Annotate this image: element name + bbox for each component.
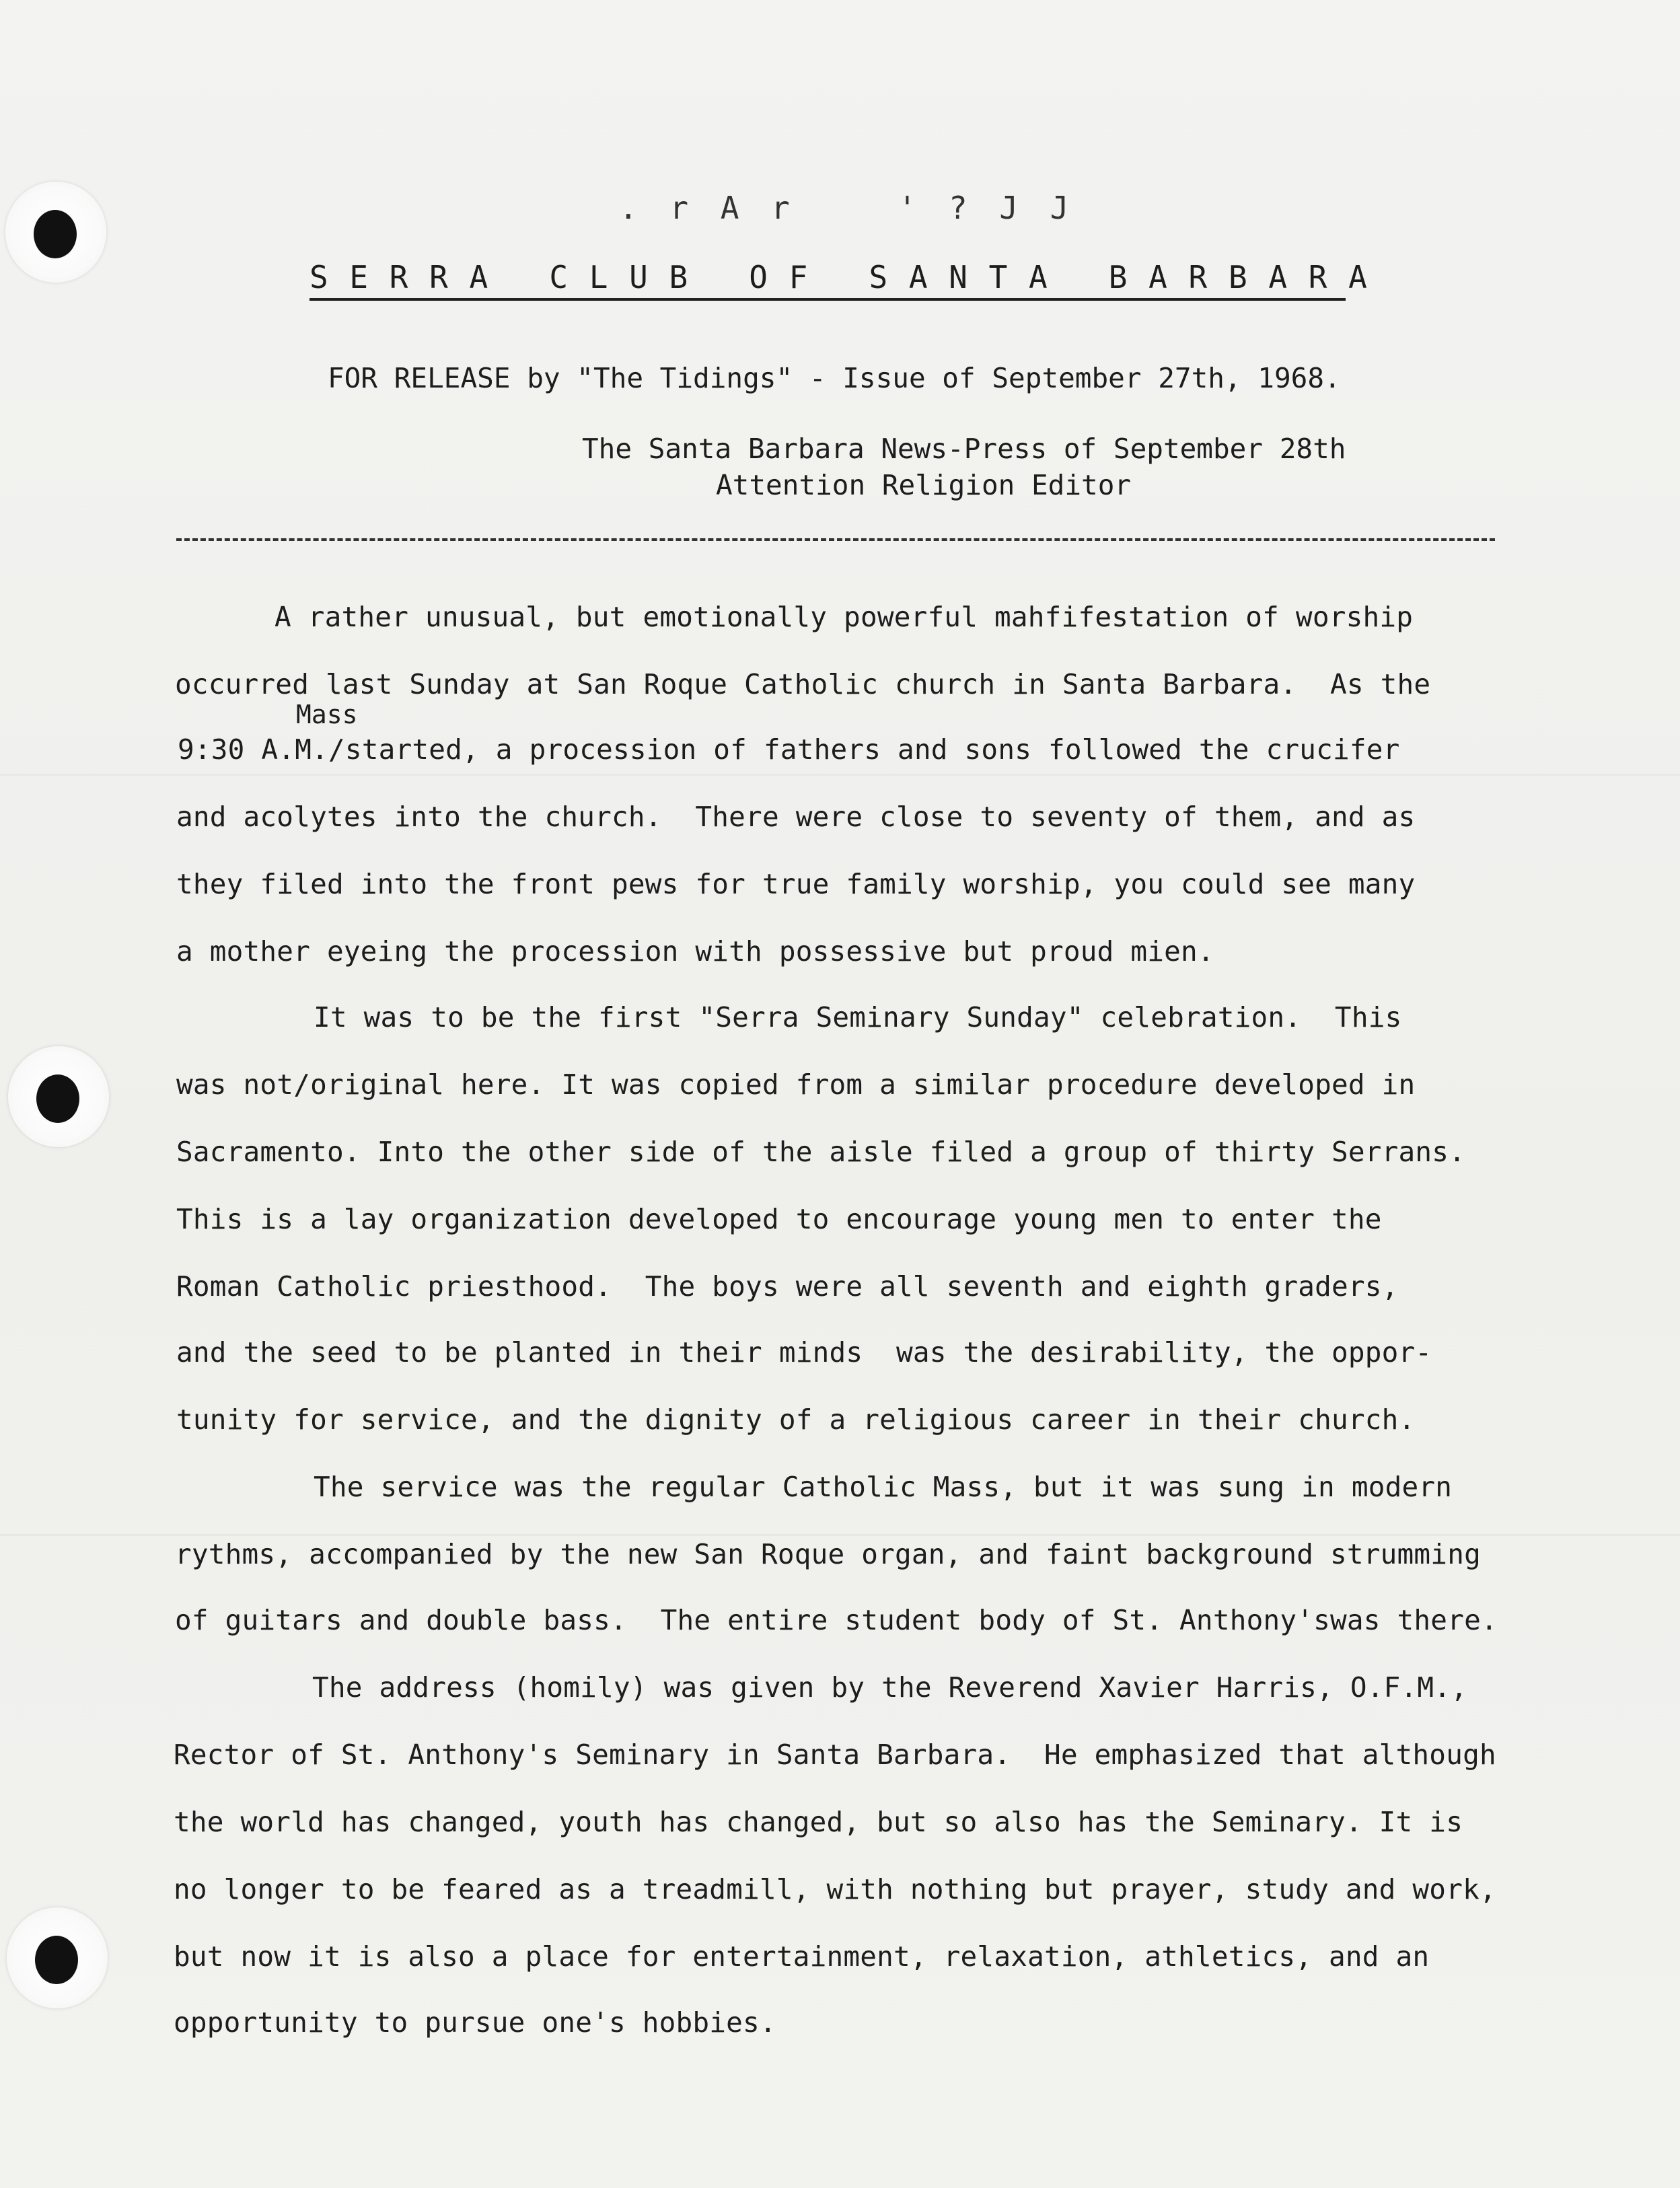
paper-fold-line: [0, 1534, 1680, 1536]
release-line-3: Attention Religion Editor: [716, 469, 1132, 501]
club-title: S E R R A C L U B O F S A N T A B A R B A R A: [309, 259, 1346, 301]
body-line: was not/original here. It was copied from a similar procedure developed in: [176, 1068, 1416, 1101]
body-line: Roman Catholic priesthood. The boys were all seventh and eighth graders,: [176, 1270, 1399, 1303]
body-line: tunity for service, and the dignity of a religious career in their church.: [176, 1403, 1416, 1436]
punch-hole-dot: [36, 1074, 79, 1123]
body-line: It was to be the first "Serra Seminary Sunday" celebration. This: [314, 1001, 1402, 1033]
body-line: This is a lay organization developed to encourage young men to enter the: [176, 1203, 1382, 1235]
body-line: A rather unusual, but emotionally powerful mahfifestation of worship: [275, 601, 1414, 633]
body-line: the world has changed, youth has changed, but so also has the Seminary. It is: [174, 1806, 1463, 1838]
punch-hole-dot: [35, 1936, 78, 1984]
body-line: of guitars and double bass. The entire student body of St. Anthony'swas there.: [175, 1604, 1498, 1636]
body-line: The service was the regular Catholic Mass, but it was sung in modern: [314, 1471, 1453, 1503]
body-line: opportunity to pursue one's hobbies.: [174, 2006, 776, 2039]
body-line: Rector of St. Anthony's Seminary in Santa Barbara. He emphasized that although: [174, 1739, 1496, 1771]
body-line: 9:30 A.M./started, a procession of fathers and sons followed the crucifer: [178, 733, 1400, 766]
body-line: no longer to be feared as a treadmill, with nothing but prayer, study and work,: [174, 1873, 1496, 1905]
body-line: but now it is also a place for entertainment, relaxation, athletics, and an: [174, 1940, 1430, 1973]
handwritten-insertion: Mass: [296, 700, 358, 729]
body-line: a mother eyeing the procession with possessive but proud mien.: [176, 935, 1214, 968]
faint-header-text: . r A r ' ? J J: [619, 190, 1076, 226]
body-line: they filed into the front pews for true family worship, you could see many: [176, 868, 1416, 900]
body-line: occurred last Sunday at San Roque Catholic church in Santa Barbara. As the: [175, 668, 1431, 700]
body-line: Sacramento. Into the other side of the aisle filed a group of thirty Serrans.: [176, 1136, 1466, 1168]
release-line-2: The Santa Barbara News-Press of September 28th: [582, 433, 1346, 465]
paper-fold-line: [0, 774, 1680, 776]
separator-dashes: [176, 538, 1495, 541]
release-line-1: FOR RELEASE by "The Tidings" - Issue of September 27th, 1968.: [328, 362, 1341, 394]
punch-hole-middle: [8, 1046, 109, 1147]
punch-hole-bottom: [7, 1907, 108, 2008]
punch-hole-dot: [34, 210, 77, 258]
punch-hole-top: [5, 182, 106, 283]
body-line: The address (homily) was given by the Reverend Xavier Harris, O.F.M.,: [312, 1671, 1468, 1704]
body-line: and acolytes into the church. There were close to seventy of them, and as: [176, 801, 1416, 833]
body-line: rythms, accompanied by the new San Roque organ, and faint background strumming: [175, 1538, 1481, 1570]
body-line: and the seed to be planted in their minds was the desirability, the oppor-: [176, 1336, 1432, 1369]
